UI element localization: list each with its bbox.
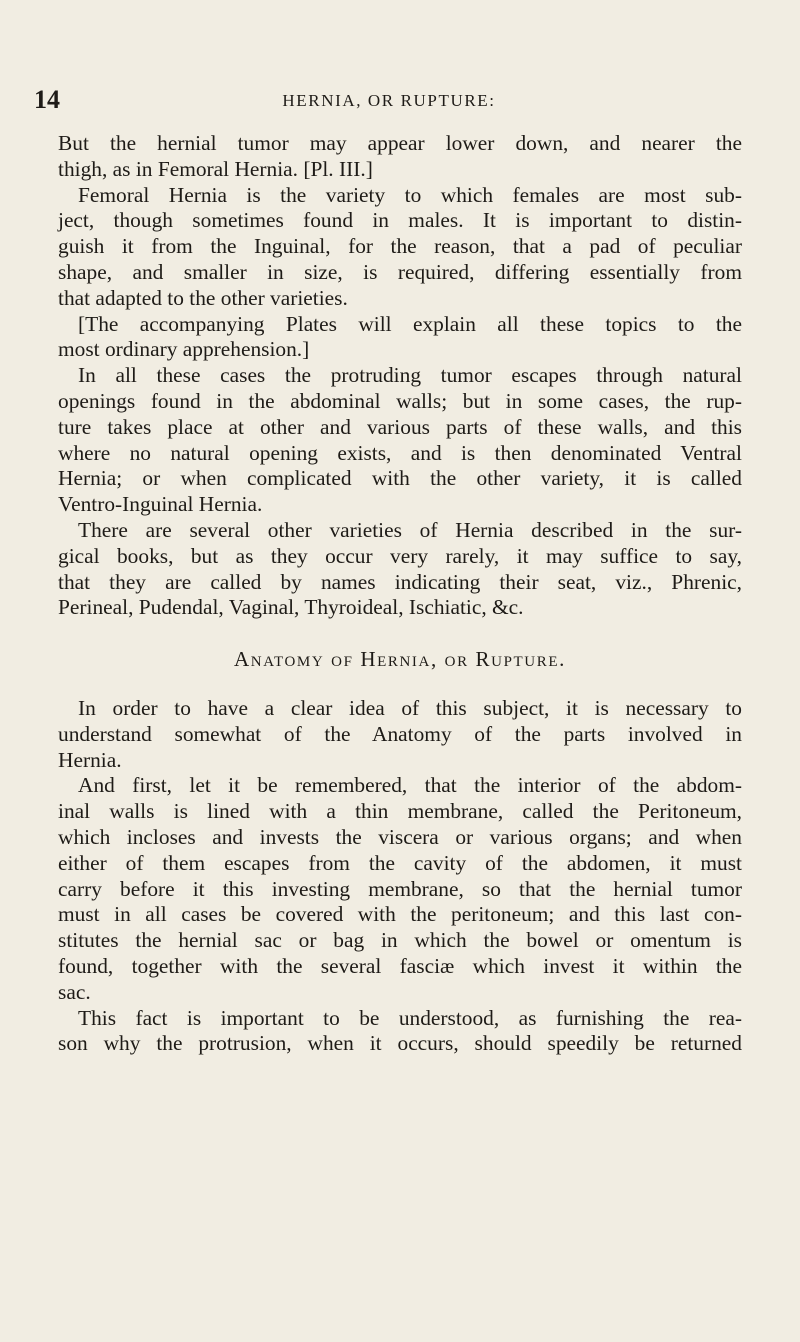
text-line: Hernia; or when complicated with the other variety, it is called xyxy=(58,466,742,491)
text-line: either of them escapes from the cavity of the abdomen, it must xyxy=(58,850,742,875)
text-line: that they are called by names indicating their seat, viz., Phrenic, xyxy=(58,569,742,594)
text-line: most ordinary apprehension.] xyxy=(58,337,310,362)
text-line: where no natural opening exists, and is then denominated Ventral xyxy=(58,440,742,465)
running-head: HERNIA, OR RUPTURE: xyxy=(282,91,496,110)
text-line: In order to have a clear idea of this subject, it is necessary to xyxy=(78,695,742,720)
section-heading: Anatomy of Hernia, or Rupture. xyxy=(234,647,566,672)
text-line: But the hernial tumor may appear lower down, and nearer the xyxy=(58,131,742,155)
text-line: sac. xyxy=(58,979,91,1004)
text-line: must in all cases be covered with the peritoneum; and this last con- xyxy=(58,902,742,927)
text-line: inal walls is lined with a thin membrane, called the Peritoneum, xyxy=(58,799,742,824)
text-line: which incloses and invests the viscera or various organs; and when xyxy=(58,824,742,849)
page-header xyxy=(34,86,744,114)
text-line: [The accompanying Plates will explain all these topics to the xyxy=(78,311,742,336)
text-line: stitutes the hernial sac or bag in which the bowel or omentum is xyxy=(58,928,742,953)
text-line: carry before it this investing membrane, so that the hernial tumor xyxy=(58,876,742,901)
text-line: In all these cases the protruding tumor escapes through natural xyxy=(78,363,742,388)
text-line: And first, let it be remembered, that the interior of the abdom- xyxy=(78,773,742,798)
text-line: This fact is important to be understood, as furnishing the rea- xyxy=(78,1005,742,1030)
text-line: There are several other varieties of Hernia described in the sur- xyxy=(78,517,742,542)
text-line: ject, though sometimes found in males. It is important to distin- xyxy=(58,208,742,233)
text-line: openings found in the abdominal walls; but in some cases, the rup- xyxy=(58,388,742,413)
text-line: Perineal, Pudendal, Vaginal, Thyroideal, Ischiatic, &c. xyxy=(58,595,524,620)
text-line: gical books, but as they occur very rarely, it may suffice to say, xyxy=(58,543,742,568)
page-number: 14 xyxy=(34,85,60,114)
text-line: found, together with the several fasciæ which invest it within the xyxy=(58,953,742,978)
text-line: Hernia. xyxy=(58,747,122,772)
body-text xyxy=(58,131,742,1057)
text-line: shape, and smaller in size, is required, differing essentially from xyxy=(58,259,742,284)
text-line: Ventro-Inguinal Hernia. xyxy=(58,492,263,517)
text-line: that adapted to the other varieties. xyxy=(58,285,348,310)
text-line: Femoral Hernia is the variety to which females are most sub- xyxy=(78,182,742,207)
text-line: thigh, as in Femoral Hernia. [Pl. III.] xyxy=(58,156,373,181)
text-line: son why the protrusion, when it occurs, should speedily be returned xyxy=(58,1031,742,1056)
text-line: understand somewhat of the Anatomy of the parts involved in xyxy=(58,721,742,746)
text-line: ture takes place at other and various parts of these walls, and this xyxy=(58,414,742,439)
text-line: guish it from the Inguinal, for the reason, that a pad of peculiar xyxy=(58,234,742,259)
